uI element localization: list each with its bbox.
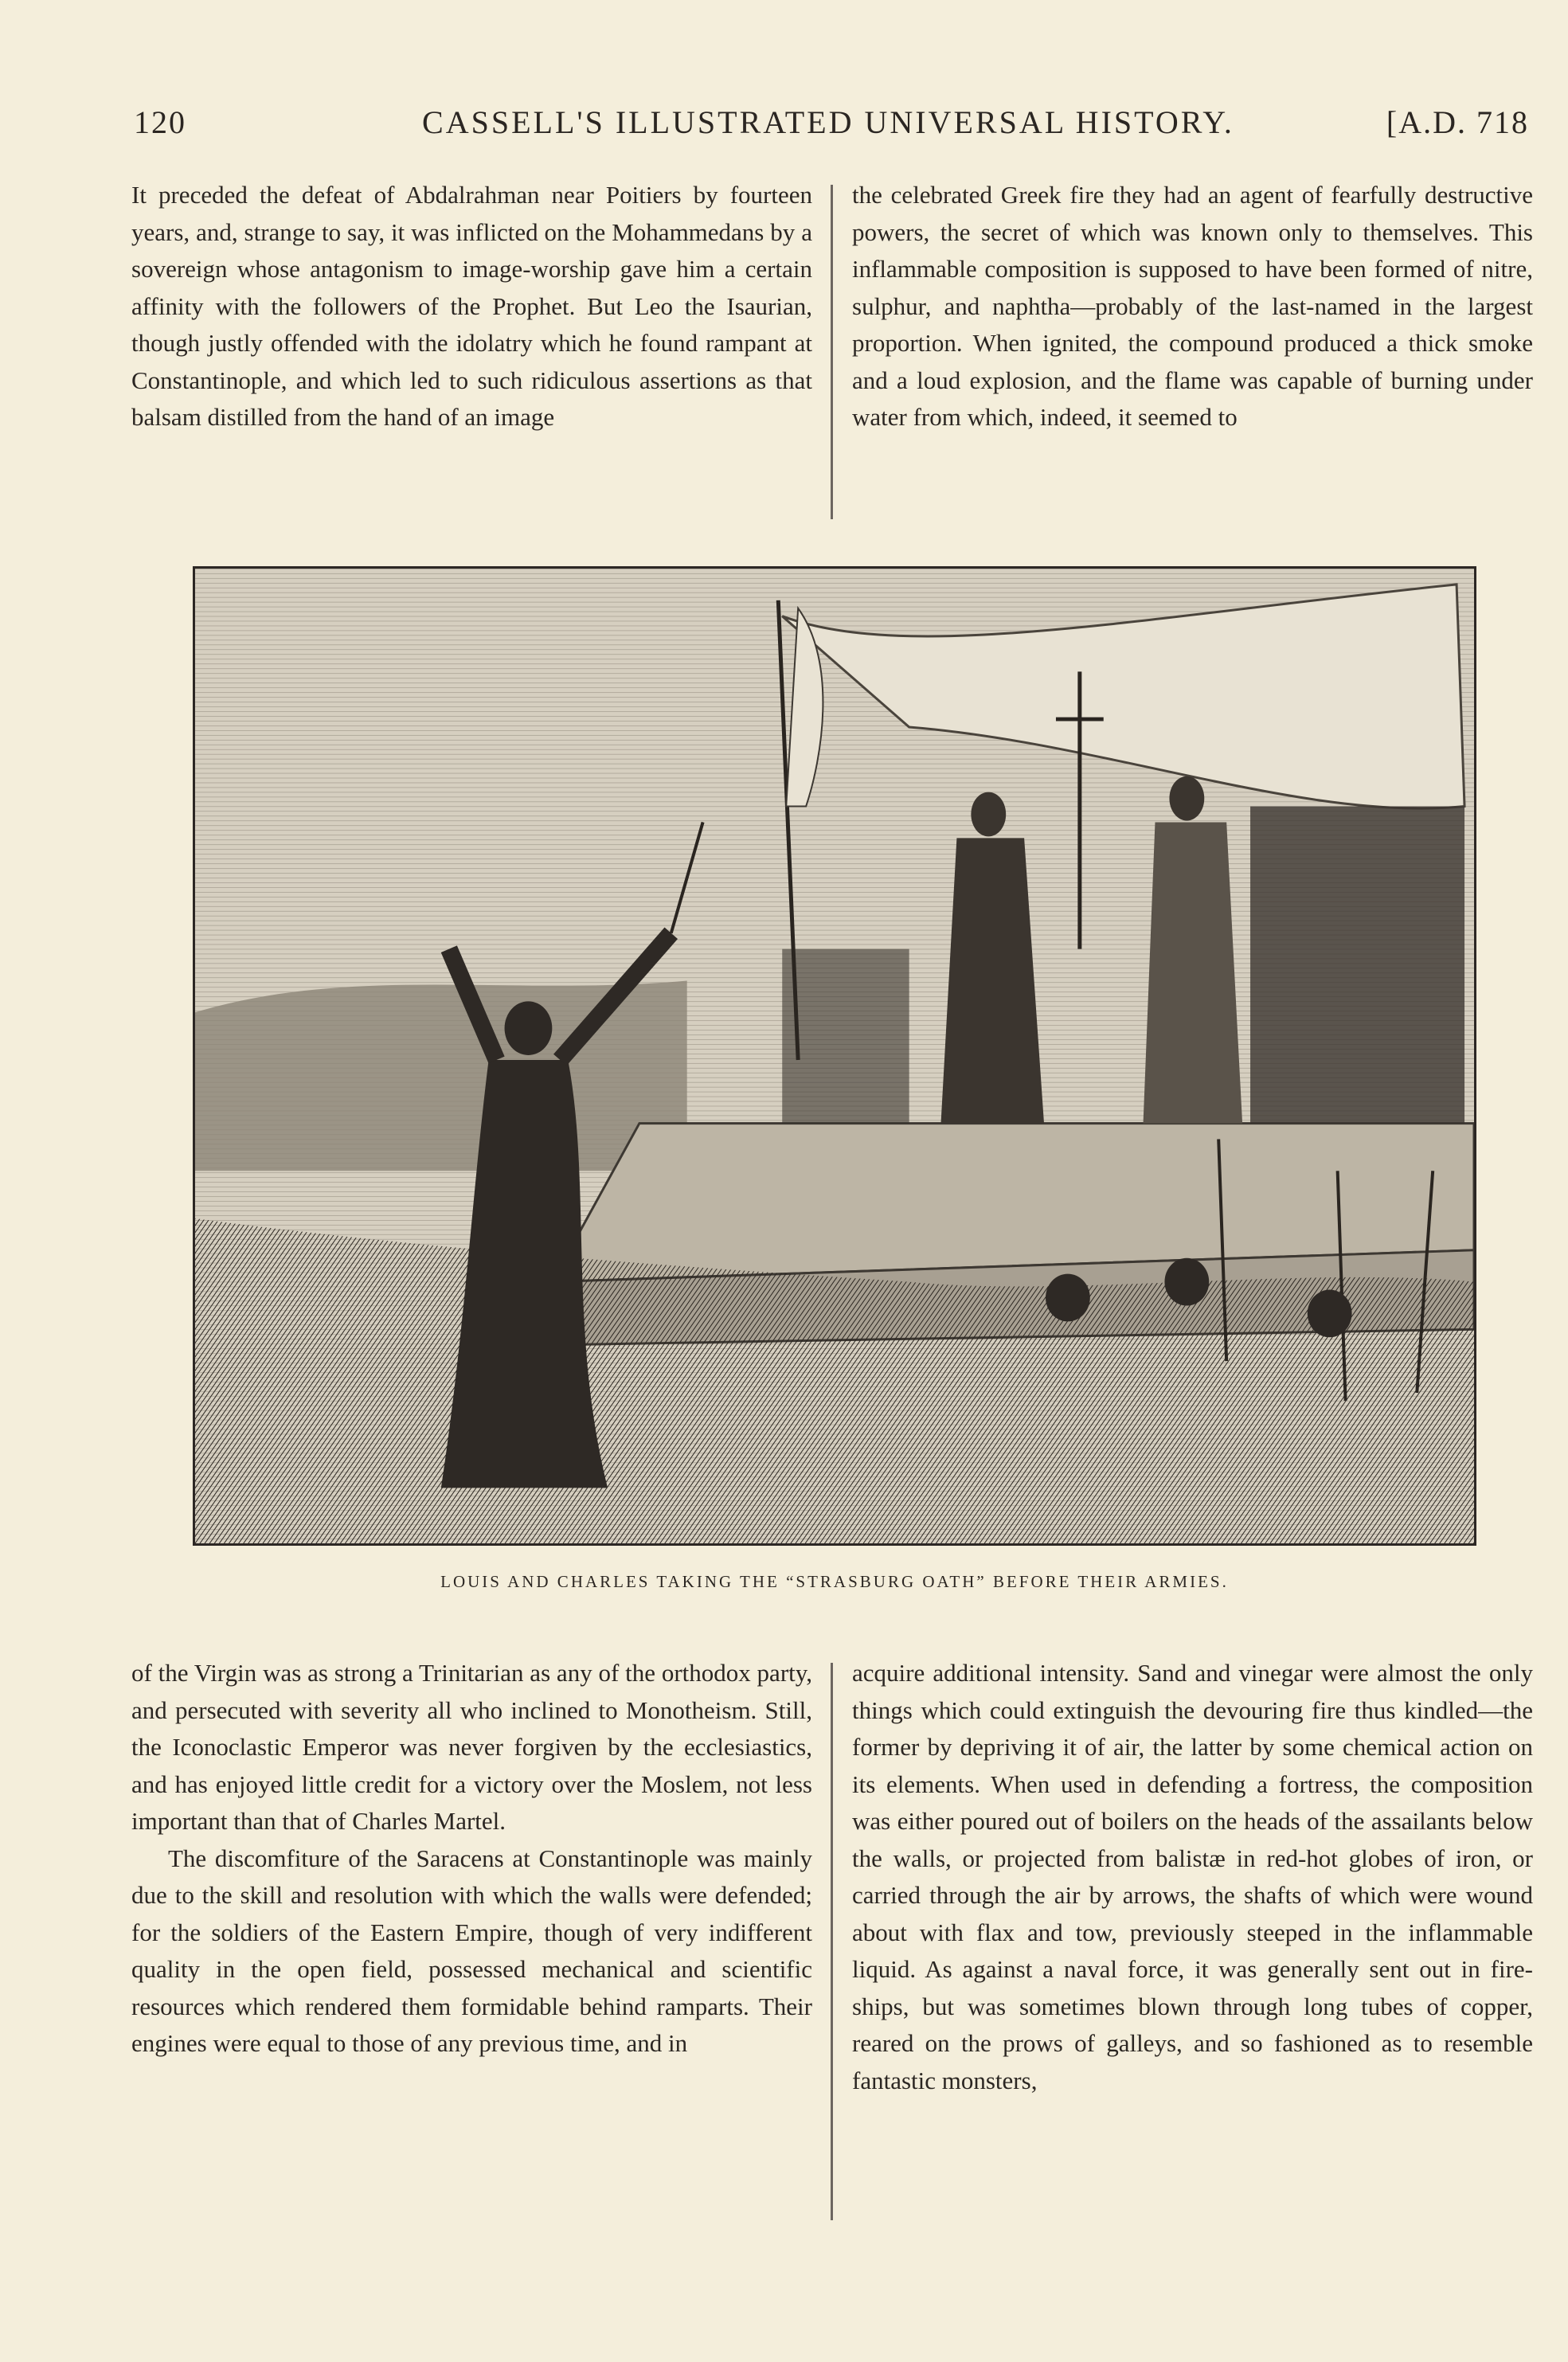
paragraph: of the Virgin was as strong a Trinitarian as any of the orthodox party, and persecuted with severity all who inclined to Monotheism. Still, the Iconoclastic Emperor was never forgiven by the ecclesiastics, and has enjoyed little credit for a victory over the Moslem, not less important than that of Charles Martel. [131,1659,812,1835]
column-divider [831,1663,833,2220]
page-date: [A.D. 718 [1386,104,1529,140]
paragraph: acquire additional intensity. Sand and vinegar were almost the only things which could extinguish the devouring fire thus kindled—the former by depriving it of air, the latter by some chemical action on its elements. When used in defending a fortress, the composition was either poured out of boilers on the heads of the assailants below the walls, or projected from balistæ in red-hot globes of iron, or carried through the air by arrows, the shafts of which were wound about with flax and tow, previously steeped in the inflammable liquid. As against a naval force, it was generally sent out in fire-ships, but was sometimes blown through long tubes of copper, reared on the prows of galleys, and so fashioned as to resemble fantastic monsters, [852,1659,1533,2094]
page-header [127,94,1529,150]
paragraph: the celebrated Greek fire they had an agent of fearfully destructive powers, the secret of which was known only to themselves. This inflammable composition is supposed to have been formed of nitre, sulphur, and naphtha—probably of the last-named in the largest proportion. When ignited, the compound produced a thick smoke and a loud explosion, and the flame was capable of burning under water from which, indeed, it seemed to [852,181,1533,431]
engraving-image [195,569,1474,1543]
running-title: CASSELL'S ILLUSTRATED UNIVERSAL HISTORY. [422,104,1234,140]
column-divider [831,185,833,519]
illustration-caption: LOUIS AND CHARLES TAKING THE “STRASBURG OATH” BEFORE THEIR ARMIES. [440,1572,1229,1591]
top-left-column [131,177,812,436]
bottom-right-column [852,1655,1533,2099]
bottom-left-column [131,1655,812,2063]
paragraph: It preceded the defeat of Abdalrahman near Poitiers by fourteen years, and, strange to say, it was inflicted on the Mohammedans by a sovereign whose antagonism to image-worship gave him a certain affinity with the followers of the Prophet. But Leo the Isaurian, though justly offended with the idolatry which he found rampant at Constantinople, and which led to such ridiculous assertions as that balsam distilled from the hand of an image [131,181,812,431]
engraving-illustration [193,566,1476,1546]
page-number: 120 [134,104,186,140]
paragraph: The discomfiture of the Saracens at Constantinople was mainly due to the skill and resolution with which the walls were defended; for the soldiers of the Eastern Empire, though of very indifferent quality in the open field, possessed mechanical and scientific resources which rendered them formidable behind ramparts. Their engines were equal to those of any previous time, and in [131,1844,812,2057]
top-right-column [852,177,1533,436]
